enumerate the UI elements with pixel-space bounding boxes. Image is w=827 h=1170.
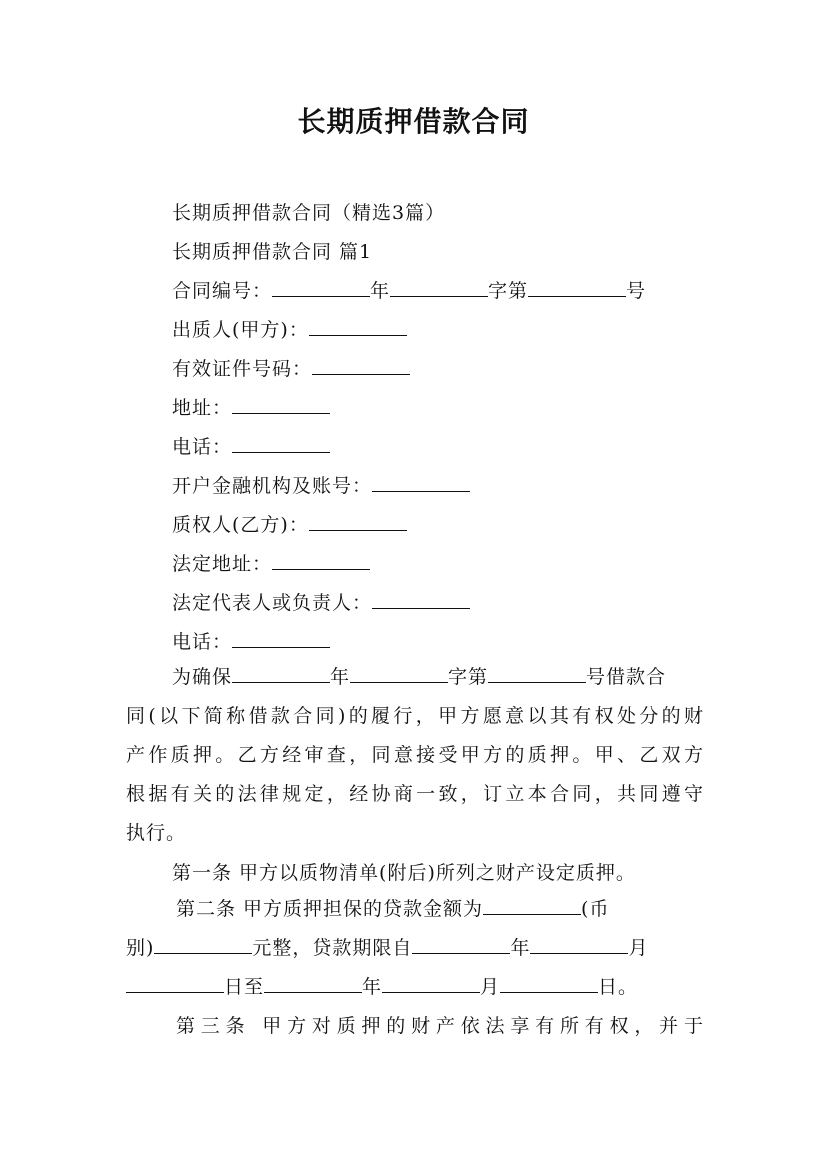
pledgor-line bbox=[172, 315, 407, 342]
text-run: 别) bbox=[126, 937, 155, 959]
text-run: (币 bbox=[581, 898, 610, 920]
blank-field bbox=[350, 665, 448, 683]
legal-rep-line bbox=[172, 588, 470, 615]
blank-field bbox=[272, 552, 370, 570]
bank-line bbox=[172, 471, 470, 498]
text-run: 元整，贷款期限自 bbox=[252, 937, 413, 959]
article-2-line-2 bbox=[126, 929, 704, 968]
text-run: 年 bbox=[510, 937, 531, 959]
text-run: 第二条 甲方质押担保的贷款金额为 bbox=[176, 898, 484, 920]
blank-field bbox=[372, 591, 470, 609]
hao-label: 号 bbox=[626, 280, 647, 302]
text-run: 月 bbox=[480, 976, 501, 998]
blank-field bbox=[390, 279, 488, 297]
text-run: 年 bbox=[330, 666, 351, 688]
document-title: 长期质押借款合同 bbox=[297, 105, 530, 138]
section-heading: 长期质押借款合同 篇1 bbox=[172, 241, 373, 263]
pledgor-label: 出质人(甲方)： bbox=[172, 319, 309, 341]
contract-number-line bbox=[172, 276, 646, 303]
blank-field bbox=[483, 897, 581, 915]
blank-field bbox=[528, 279, 626, 297]
phone-label: 电话： bbox=[172, 436, 233, 458]
pledgee-line bbox=[172, 510, 407, 537]
article-2-line-3 bbox=[126, 968, 704, 1007]
article-3 bbox=[126, 1007, 704, 1046]
text-run: 字第 bbox=[448, 666, 489, 688]
article-2 bbox=[126, 890, 704, 1007]
intro-line-1 bbox=[126, 658, 704, 697]
text-run: 号借款合 bbox=[586, 666, 667, 688]
blank-field bbox=[412, 936, 510, 954]
legal-address-line bbox=[172, 549, 370, 576]
blank-field bbox=[232, 396, 330, 414]
legal-rep-label: 法定代表人或负责人： bbox=[172, 592, 373, 614]
year-label: 年 bbox=[370, 280, 391, 302]
bank-label: 开户金融机构及账号： bbox=[172, 475, 373, 497]
blank-field bbox=[500, 975, 598, 993]
blank-field bbox=[309, 318, 407, 336]
intro-paragraph bbox=[126, 658, 704, 853]
blank-field bbox=[154, 936, 252, 954]
blank-field bbox=[488, 665, 586, 683]
text-run: 为确保 bbox=[172, 666, 233, 688]
blank-field bbox=[312, 357, 410, 375]
blank-field bbox=[309, 513, 407, 531]
text-run: 日。 bbox=[598, 976, 639, 998]
intro-line-2: 同(以下简称借款合同)的履行，甲方愿意以其有权处分的财 bbox=[126, 705, 704, 727]
blank-field bbox=[264, 975, 362, 993]
blank-field bbox=[530, 936, 628, 954]
legal-address-label: 法定地址： bbox=[172, 553, 273, 575]
phone-line bbox=[172, 432, 330, 459]
subtitle: 长期质押借款合同（精选3篇） bbox=[172, 202, 446, 224]
article-3-line-1: 第三条 甲方对质押的财产依法享有所有权，并于 bbox=[176, 1015, 704, 1037]
blank-field bbox=[126, 975, 224, 993]
article-2-line-1 bbox=[126, 890, 704, 929]
blank-field bbox=[372, 474, 470, 492]
text-run: 日至 bbox=[224, 976, 265, 998]
blank-field bbox=[232, 665, 330, 683]
id-number-label: 有效证件号码： bbox=[172, 358, 313, 380]
intro-line-3: 产作质押。乙方经审查，同意接受甲方的质押。甲、乙双方 bbox=[126, 744, 704, 766]
id-number-line bbox=[172, 354, 410, 381]
intro-line-4: 根据有关的法律规定，经协商一致，订立本合同，共同遵守 bbox=[126, 783, 704, 805]
zi-label: 字第 bbox=[488, 280, 529, 302]
address-line bbox=[172, 393, 330, 420]
text-run: 年 bbox=[362, 976, 383, 998]
blank-field bbox=[382, 975, 480, 993]
phone-label-2: 电话： bbox=[172, 631, 233, 653]
blank-field bbox=[272, 279, 370, 297]
blank-field bbox=[232, 435, 330, 453]
address-label: 地址： bbox=[172, 397, 233, 419]
text-run: 月 bbox=[628, 937, 649, 959]
contract-number-label: 合同编号： bbox=[172, 280, 273, 302]
phone-line-2 bbox=[172, 627, 330, 654]
blank-field bbox=[232, 630, 330, 648]
intro-line-5: 执行。 bbox=[126, 822, 187, 844]
article-1: 第一条 甲方以质物清单(附后)所列之财产设定质押。 bbox=[172, 862, 636, 884]
pledgee-label: 质权人(乙方)： bbox=[172, 514, 309, 536]
